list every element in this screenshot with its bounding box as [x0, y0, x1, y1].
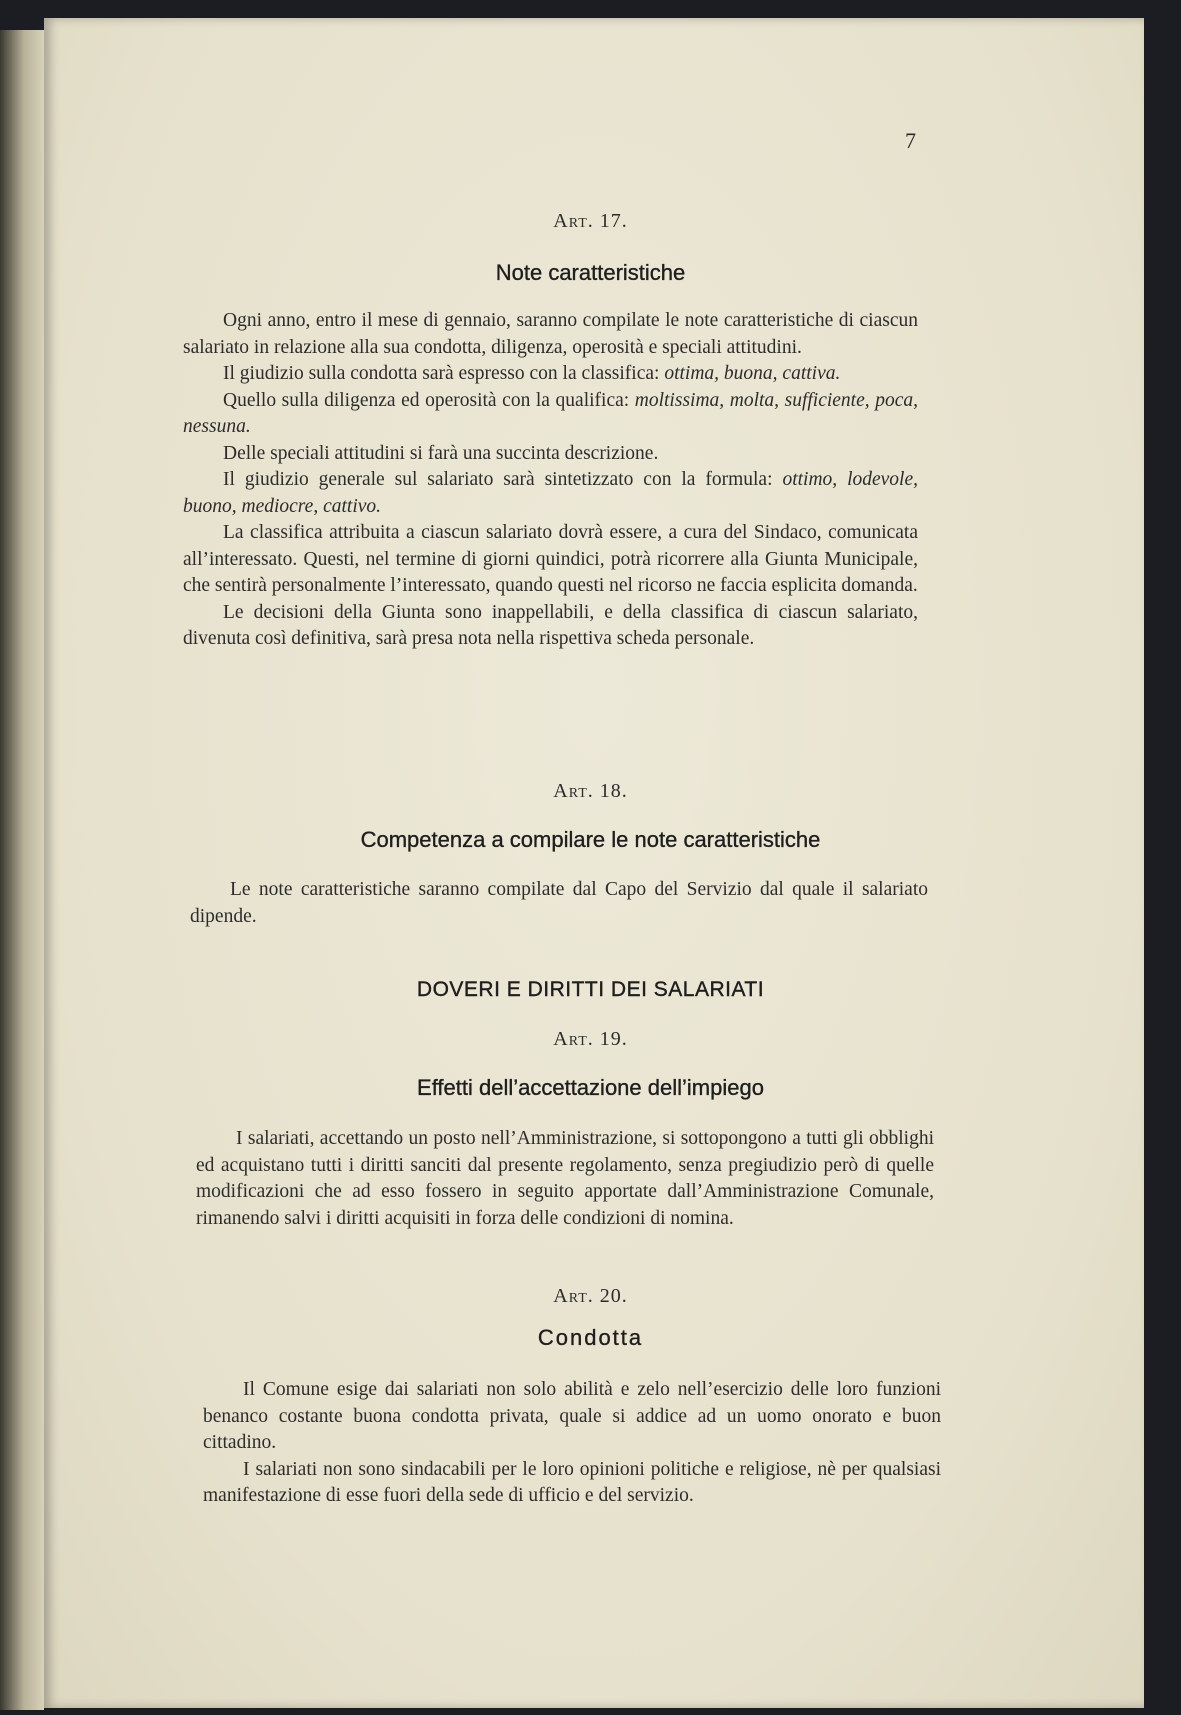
article-17-paragraph: Ogni anno, entro il mese di gennaio, saranno compilate le note caratteristiche di ciascun salariato in relazione alla sua condotta, diligenza, operosità e speciali attitudini. — [183, 310, 918, 358]
text-span: Il giudizio sulla condotta sarà espresso con la classifica: — [223, 363, 665, 384]
article-17-label: Art. 17. — [553, 210, 628, 232]
italic-list: moltissima, molta, sufficiente, poca, nessuna. — [183, 389, 918, 437]
article-17-paragraph — [183, 361, 918, 388]
article-18-paragraph: Le note caratteristiche saranno compilate dal Capo del Servizio dal quale il salariato dipende. — [190, 879, 928, 927]
italic-list: ottimo, lodevole, buono, mediocre, cattivo. — [183, 469, 918, 517]
article-20-title: Condotta — [537, 1325, 644, 1350]
article-20-paragraph: I salariati non sono sindacabili per le loro opinioni politiche e religiose, nè per qualsiasi manifestazione di esse fuori della sede di ufficio e del servizio. — [203, 1458, 941, 1506]
article-20-label: Art. 20. — [553, 1285, 628, 1307]
article-17-paragraph: Le decisioni della Giunta sono inappellabili, e della classifica di ciascun salariato, divenuta così definitiva, sarà presa nota nella rispettiva scheda personale. — [183, 601, 918, 649]
article-18-title: Competenza a compilare le note caratteristiche — [360, 827, 821, 852]
article-18-label: Art. 18. — [553, 780, 628, 802]
article-19-title: Effetti dell’accettazione dell’impiego — [417, 1075, 764, 1100]
article-20-body — [203, 1377, 941, 1510]
page-number: 7 — [905, 128, 916, 153]
italic-list: ottima, buona, cattiva. — [664, 363, 841, 384]
article-17-paragraph — [183, 467, 918, 520]
article-17-paragraph — [183, 388, 918, 441]
text-span: Il giudizio generale sul salariato sarà sintetizzato con la formula: — [223, 469, 783, 490]
article-18-body — [190, 877, 928, 930]
article-19-paragraph: I salariati, accettando un posto nell’Amministrazione, si sottopongono a tutti gli obblighi ed acquistano tutti i diritti sanciti dal presente regolamento, senza pregiudizio però di quelle modificazioni che ad esso fossero in seguito apportate dall’Amministrazione Comunale, rimanendo salvi i diritti acquisiti in forza delle condizioni di nomina. — [196, 1128, 934, 1229]
article-19-body — [196, 1126, 934, 1232]
text-span: Quello sulla diligenza ed operosità con la qualifica: — [223, 389, 635, 411]
article-17-paragraph: Delle speciali attitudini si farà una succinta descrizione. — [223, 442, 659, 464]
article-17-title: Note caratteristiche — [495, 260, 686, 285]
section-title: DOVERI E DIRITTI DEI SALARIATI — [416, 978, 765, 1001]
article-19-label: Art. 19. — [553, 1028, 628, 1050]
article-20-paragraph: Il Comune esige dai salariati non solo abilità e zelo nell’esercizio delle loro funzioni benanco costante buona condotta privata, quale si addice ad un uomo onorato e buon cittadino. — [203, 1379, 941, 1453]
article-17-body — [183, 308, 918, 653]
article-17-paragraph: La classifica attribuita a ciascun salariato dovrà essere, a cura del Sindaco, comunicata all’interessato. Questi, nel termine di giorni quindici, potrà ricorrere alla Giunta Municipale, che sentirà personalmente l’interessato, quando questi nel ricorso ne faccia esplicita domanda. — [183, 522, 918, 596]
